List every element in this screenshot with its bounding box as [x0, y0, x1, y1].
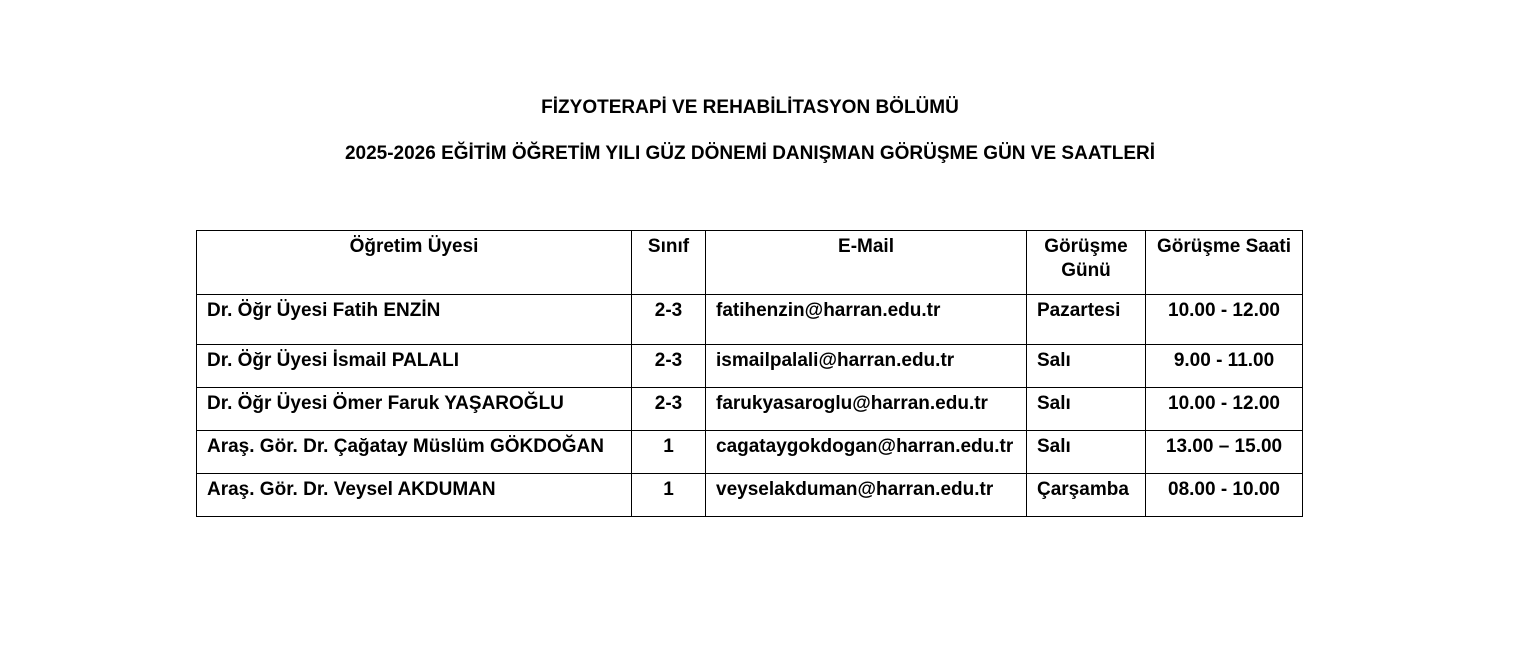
meeting-day-cell: Salı [1027, 388, 1146, 431]
meeting-time-cell: 10.00 - 12.00 [1146, 388, 1303, 431]
column-header-email: E-Mail [706, 231, 1027, 295]
column-header-name: Öğretim Üyesi [197, 231, 632, 295]
meeting-day-cell: Salı [1027, 345, 1146, 388]
column-header-time: Görüşme Saati [1146, 231, 1303, 295]
class-cell: 2-3 [632, 295, 706, 345]
email-cell[interactable]: fatihenzin@harran.edu.tr [706, 295, 1027, 345]
class-cell: 2-3 [632, 388, 706, 431]
table-row [197, 431, 1303, 474]
class-cell: 2-3 [632, 345, 706, 388]
email-cell[interactable]: ismailpalali@harran.edu.tr [706, 345, 1027, 388]
meeting-time-cell: 13.00 – 15.00 [1146, 431, 1303, 474]
table-row [197, 474, 1303, 517]
table-row [197, 345, 1303, 388]
email-cell[interactable]: veyselakduman@harran.edu.tr [706, 474, 1027, 517]
department-title: FİZYOTERAPİ VE REHABİLİTASYON BÖLÜMÜ [541, 97, 959, 118]
class-cell: 1 [632, 474, 706, 517]
advisor-name-cell: Dr. Öğr Üyesi İsmail PALALI [197, 345, 632, 388]
table-row [197, 295, 1303, 345]
class-cell: 1 [632, 431, 706, 474]
advisor-name-cell: Araş. Gör. Dr. Veysel AKDUMAN [197, 474, 632, 517]
meeting-day-cell: Çarşamba [1027, 474, 1146, 517]
schedule-title: 2025-2026 EĞİTİM ÖĞRETİM YILI GÜZ DÖNEMİ DANIŞMAN GÖRÜŞME GÜN VE SAATLERİ [344, 143, 1156, 164]
email-cell[interactable]: farukyasaroglu@harran.edu.tr [706, 388, 1027, 431]
column-header-day: Görüşme Günü [1027, 231, 1146, 295]
advisor-name-cell: Dr. Öğr Üyesi Ömer Faruk YAŞAROĞLU [197, 388, 632, 431]
email-cell[interactable]: cagataygokdogan@harran.edu.tr [706, 431, 1027, 474]
advisor-name-cell: Dr. Öğr Üyesi Fatih ENZİN [197, 295, 632, 345]
table-header-row [197, 231, 1303, 295]
meeting-time-cell: 9.00 - 11.00 [1146, 345, 1303, 388]
meeting-time-cell: 08.00 - 10.00 [1146, 474, 1303, 517]
meeting-time-cell: 10.00 - 12.00 [1146, 295, 1303, 345]
table-row [197, 388, 1303, 431]
advisor-schedule-table [196, 230, 1303, 517]
column-header-class: Sınıf [632, 231, 706, 295]
meeting-day-cell: Pazartesi [1027, 295, 1146, 345]
meeting-day-cell: Salı [1027, 431, 1146, 474]
advisor-name-cell: Araş. Gör. Dr. Çağatay Müslüm GÖKDOĞAN [197, 431, 632, 474]
